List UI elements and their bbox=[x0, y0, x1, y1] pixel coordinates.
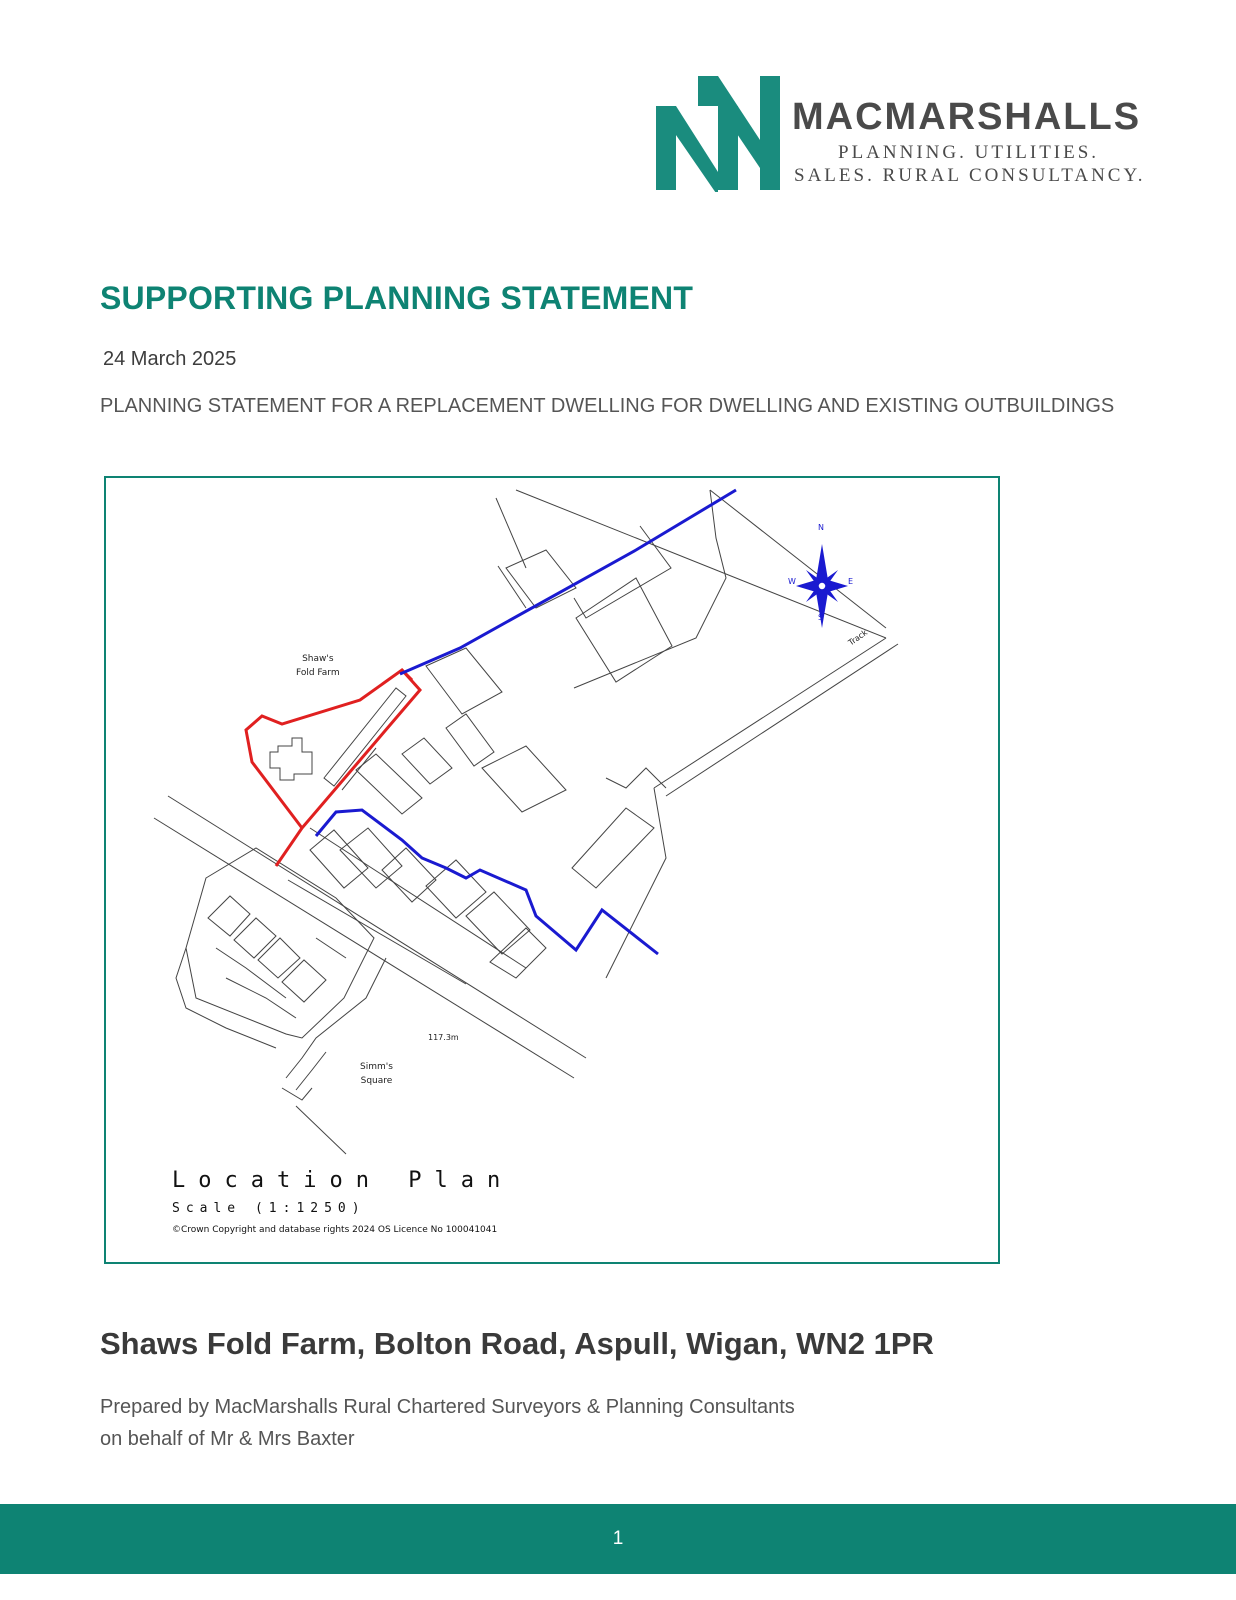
location-plan-map bbox=[104, 476, 1000, 1264]
track-label: Track bbox=[846, 627, 870, 648]
farm-label bbox=[296, 652, 340, 681]
location-plan-drawing bbox=[106, 478, 1000, 1264]
level-label: 117.3m bbox=[428, 1033, 459, 1042]
macmarshalls-logo-icon bbox=[656, 76, 780, 192]
compass-n-label: N bbox=[818, 523, 824, 532]
square-label bbox=[360, 1060, 393, 1089]
square-label-line2: Square bbox=[360, 1076, 393, 1087]
plan-title: Location Plan bbox=[172, 1168, 514, 1193]
site-address: Shaws Fold Farm, Bolton Road, Aspull, Wigan, WN2 1PR bbox=[100, 1326, 934, 1361]
page-footer bbox=[0, 1504, 1236, 1574]
plan-copyright: ©Crown Copyright and database rights 2024 OS Licence No 100041041 bbox=[172, 1225, 498, 1235]
page-number: 1 bbox=[612, 1528, 624, 1549]
compass-s-label: S bbox=[818, 613, 824, 622]
document-subtitle: PLANNING STATEMENT FOR A REPLACEMENT DWELLING FOR DWELLING AND EXISTING OUTBUILDINGS bbox=[100, 395, 1115, 417]
logo-brand-name: MACMARSHALLS bbox=[792, 96, 1142, 138]
prepared-by-line2: on behalf of Mr & Mrs Baxter bbox=[100, 1428, 355, 1450]
plan-scale: Scale (1:1250) bbox=[172, 1201, 366, 1216]
square-label-line1: Simm's bbox=[360, 1062, 393, 1072]
document-title: SUPPORTING PLANNING STATEMENT bbox=[100, 280, 694, 316]
document-date: 24 March 2025 bbox=[103, 348, 237, 370]
farm-label-line2: Fold Farm bbox=[296, 668, 340, 679]
prepared-by bbox=[100, 1391, 795, 1455]
logo-tagline-2: SALES. RURAL CONSULTANCY. bbox=[794, 165, 1146, 186]
prepared-by-line1: Prepared by MacMarshalls Rural Chartered Surveyors & Planning Consultants bbox=[100, 1396, 795, 1418]
farm-label-line1: Shaw's bbox=[302, 654, 334, 664]
compass-e-label: E bbox=[848, 577, 854, 586]
logo-tagline-1: PLANNING. UTILITIES. bbox=[838, 142, 1100, 163]
company-logo bbox=[656, 76, 1156, 196]
compass-w-label: W bbox=[788, 577, 796, 586]
